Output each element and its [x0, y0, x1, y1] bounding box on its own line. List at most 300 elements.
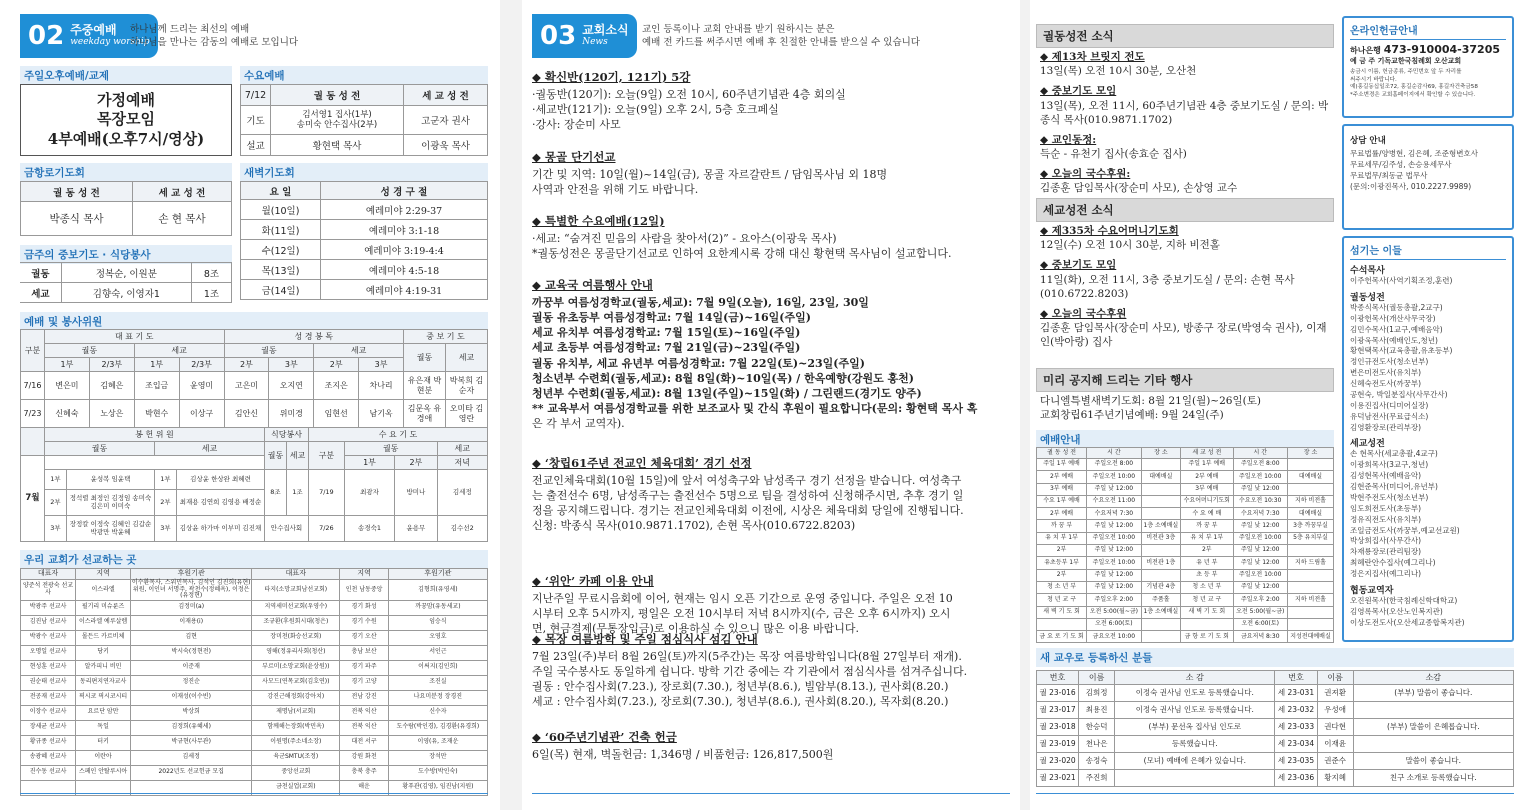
news-item-line: 까꿍부 여름성경학교(궐동,세교): 7월 9일(오늘), 16일, 23일, 30일	[532, 295, 869, 309]
mission-cell: 이장수 선교사	[21, 705, 76, 720]
guide-cell: 3층 까꿍부실	[1288, 520, 1334, 532]
mission-row	[21, 765, 488, 780]
campus-head: 궐동	[344, 442, 437, 456]
campus-news-text: 11일(화), 오전 11시, 3층 중보기도실 / 문의: 손현 목사(010.6722.8203)	[1040, 273, 1295, 300]
reg-cell: 등록했습니다.	[1115, 736, 1275, 753]
guide-cell: 유 년 부	[1181, 557, 1233, 569]
mission-cell: 정진순	[131, 675, 252, 690]
cell-name: 이상구	[179, 400, 224, 428]
staff-group-label: 수석목사	[1350, 266, 1385, 276]
campus-label: 세교	[20, 283, 61, 303]
offering-part: 1부	[155, 470, 177, 490]
reg-row	[1037, 685, 1514, 702]
event-line: 교회창립61주년기념예배: 9월 24일(주)	[1040, 409, 1224, 422]
staff-line: 이광희목사(3교구,청년)	[1350, 460, 1429, 470]
sunday-line: 가정예배	[97, 90, 155, 109]
counseling-title: 상담 안내	[1350, 136, 1386, 146]
group-head: 중 보 기 도	[404, 330, 488, 344]
mission-cell: 2022년도 선교헌금 모집	[131, 765, 252, 780]
cell-name: 김혜은	[89, 372, 134, 400]
mission-cell: 김진남 선교사	[21, 615, 76, 630]
guide-cell: 주일 낮 12:00	[1233, 581, 1288, 593]
news-item-line: 궐동 유치부, 세교 유년부 여름성경학교: 7월 22일(토)~23일(주일)	[532, 356, 865, 370]
guide-cell: 청 년 교 구	[1037, 594, 1087, 606]
dawn-day: 화(11일)	[241, 220, 321, 240]
news-item-line: 7월 23일(주)부터 8월 26일(토)까지(5주간)는 목장 여름방학입니다(8월 27일부터 재개).	[532, 649, 962, 663]
meal-team: 1조	[287, 470, 309, 516]
mission-cell: 중앙선교회	[252, 765, 340, 780]
mission-row	[21, 600, 488, 615]
mission-row	[21, 675, 488, 690]
section-number: 02	[28, 21, 65, 51]
reg-cell: 친구 소개로 등록했습니다.	[1353, 770, 1513, 787]
wed-col-head: 세 교 성 전	[404, 85, 488, 106]
guide-cell: 수 요 예 배	[1181, 508, 1233, 520]
mission-cell: 사모드(연목교회(김호연))	[252, 675, 340, 690]
mission-cell: 터키	[76, 735, 131, 750]
counsel-line: (문의:이광진목사, 010.2227.9989)	[1350, 181, 1472, 191]
mission-cell: 조규환(후원회시대(청은)	[252, 615, 340, 630]
guide-cell: 새 벽 기 도 회	[1037, 606, 1087, 618]
worship-guide-heading: 예배안내	[1036, 430, 1334, 449]
staff-line: 공현숙, 박일분집사(사무간사)	[1350, 389, 1448, 399]
campus-news-text: 13일(목) 오전 10시 30분, 오산천	[1040, 65, 1197, 78]
mission-row	[21, 630, 488, 645]
guide-cell	[1288, 569, 1334, 581]
guide-cell: 주일 낮 12:00	[1087, 569, 1142, 581]
guide-cell	[1141, 631, 1181, 643]
mission-cell: 동리편지연자교사	[76, 675, 131, 690]
mission-cell: 경기 고양	[340, 675, 388, 690]
mission-cell: 육군SMTU(조정)	[252, 750, 340, 765]
dawn-col-head: 성 경 구 절	[321, 182, 488, 200]
sunday-line: 목장모임	[97, 110, 155, 129]
news-item-line: 신청: 박종식 목사(010.9871.1702), 손현 목사(010.6722.8203)	[532, 519, 856, 533]
guide-cell: 지하 비전홀	[1288, 594, 1334, 606]
mission-cell: 부르미(소망교회(윤상원))	[252, 660, 340, 675]
mission-cell: 전북 익산	[340, 720, 388, 735]
dawn-day: 월(10일)	[241, 200, 321, 220]
counseling-box	[1342, 124, 1514, 230]
campus-head: 궐동	[45, 344, 135, 358]
part-head: 1부	[134, 358, 179, 372]
news-item	[532, 214, 1010, 261]
gwoldong-news-list	[1040, 50, 1336, 202]
mission-cell: 장세균 선교사	[21, 720, 76, 735]
guide-cell: 청 소 년 부	[1037, 581, 1087, 593]
guide-cell: 3부 예배	[1037, 483, 1087, 495]
guide-cell: 오전 6:00(토)	[1233, 618, 1288, 630]
guide-cell	[1288, 545, 1334, 557]
cell-name: 박현수	[134, 400, 179, 428]
church-news-page	[522, 0, 1020, 810]
dawn-verse: 예레미야 4:5-18	[321, 260, 488, 280]
wed-prayer-name: 김세정	[437, 470, 487, 516]
campus-news-page	[1030, 0, 1522, 810]
staff-line: 박현주전도사(청소년부)	[1350, 492, 1429, 502]
wed-prayer: 김서영1 집사(1부)	[302, 109, 372, 120]
guide-cell	[1141, 483, 1181, 495]
staff-group-label: 궐동성전	[1350, 292, 1385, 303]
mission-cell: 영해(정유리사회(청산)	[252, 645, 340, 660]
wed-prayer-name: 최광자	[344, 470, 394, 516]
mission-cell: 김세정	[131, 750, 252, 765]
dawn-col-head: 요 일	[241, 182, 321, 200]
reg-cell: 세 23-032	[1275, 702, 1317, 719]
mission-heading: 우리 교회가 선교하는 곳	[20, 550, 488, 569]
part-head: 3부	[269, 358, 314, 372]
mission-cell: 장미천(화승선교회)	[252, 630, 340, 645]
mission-cell: 이준재	[131, 660, 252, 675]
wed-row-label: 기도	[241, 106, 271, 135]
staff-line: 이광헌목사(개산사무국장)	[1350, 313, 1436, 323]
dawn-heading: 새벽기도회	[240, 163, 488, 182]
new-members-heading: 새 교우로 등록하신 분들	[1036, 648, 1514, 667]
friday-col-head: 세 교 성 전	[132, 182, 231, 202]
wed-col-head: 궐 동 성 전	[271, 85, 404, 106]
page-gutter	[500, 0, 522, 810]
mission-cell: 이영(유, 조재운	[388, 735, 487, 750]
wed-prayer-name: 윤용무	[395, 516, 437, 542]
account-owner: 예 금 주 기독교한국침례회 오산교회	[1350, 57, 1462, 65]
news-item-line: 궐동 유초등부 여름성경학교: 7월 14일(금)~16일(주일)	[532, 311, 811, 325]
mission-cell: 당키	[76, 645, 131, 660]
staff-line: 유덕남전사(무료급식소)	[1350, 411, 1429, 421]
mission-cell: 오영호	[388, 630, 487, 645]
reg-cell: 송정숙	[1079, 753, 1115, 770]
mission-row	[21, 750, 488, 765]
section-subtitle: weekday worship	[70, 36, 150, 47]
section-number: 03	[540, 21, 577, 51]
mission-cell: 김형희(유영세)	[388, 580, 487, 601]
group-head: 식당봉사	[265, 428, 309, 442]
reg-cell: (부부) 말씀이 좋습니다.	[1353, 685, 1513, 702]
mission-cell: 권순태 선교사	[21, 675, 76, 690]
guide-cell: 비전관 1층	[1141, 557, 1181, 569]
staff-line: 김성현목사(예배음악)	[1350, 471, 1422, 481]
campus-news-title: ◆ 중보기도 모임	[1040, 259, 1117, 272]
staff-line: 김영록목사(오산노인복지관)	[1350, 606, 1443, 616]
guide-cell: 금요오전 10:00	[1087, 631, 1142, 643]
section-description	[642, 24, 920, 50]
reg-cell: 궐 23-017	[1037, 702, 1079, 719]
guide-cell: 오전 5:00(월~금)	[1087, 606, 1142, 618]
offering-names: 김상윤 하가마 이부미 김진채	[177, 516, 265, 542]
mission-cell: 황푸관(김영), 임진남(지원)	[388, 780, 487, 795]
news-item	[532, 278, 1010, 431]
guide-cell: 까 꿍 부	[1037, 520, 1087, 532]
mission-cell: 충남 보산	[340, 645, 388, 660]
segyo-news-heading: 세교성전 소식	[1036, 198, 1334, 222]
cell-name: 위미경	[269, 400, 314, 428]
offering-note: 예)홍길동십일조72, 홍길순감사69, 홍길자건축금58	[1350, 84, 1478, 91]
mission-cell: 경기 수원	[340, 615, 388, 630]
page-footer-rule	[1036, 793, 1514, 794]
guide-cell: 주일 낮 12:00	[1087, 520, 1142, 532]
news-item-line: 시부터 오후 5시까지, 평일은 오전 10시부터 저녁 8시까지(수, 금은 오후 6시까지) 오시	[532, 607, 951, 621]
col-head: 구분	[309, 442, 345, 470]
reg-cell: 궐 23-020	[1037, 753, 1079, 770]
news-item-line: ** 교육부서 여름성경학교를 위한 보조교사 및 간식 후원이 필요합니다(문의: 황현택 목사 혹	[532, 402, 978, 416]
guide-cell: 대예배실	[1288, 471, 1334, 483]
reg-head-row	[1037, 671, 1514, 685]
guide-cell	[1037, 618, 1087, 630]
guide-cell	[1141, 569, 1181, 581]
guide-cell: 주일오전 8:00	[1233, 459, 1288, 471]
mission-cell: 황규종 선교사	[21, 735, 76, 750]
mission-cell: 대전 서구	[340, 735, 388, 750]
mission-cell: 경기 파주	[340, 660, 388, 675]
campus-news-text: 12일(수) 오전 10시 30분, 지하 비전홀	[1040, 239, 1220, 252]
guide-cell: 주일오후 2:00	[1233, 594, 1288, 606]
mission-cell: 조진실	[388, 675, 487, 690]
staff-line: 최혜란안수집사(예그리나)	[1350, 558, 1436, 568]
event-line: 다니엘특별새벽기도회: 8월 21일(월)~26일(토)	[1040, 395, 1261, 407]
campus-head: 세교	[287, 442, 309, 470]
sunday-line: 4부예배(오후7시/영상)	[47, 129, 205, 148]
reg-cell: 주진희	[1079, 770, 1115, 787]
mission-col-head: 지역	[340, 569, 388, 580]
mission-cell: 전남 강진	[340, 690, 388, 705]
mission-cell: 현성훈 선교사	[21, 660, 76, 675]
staff-box	[1342, 236, 1514, 642]
reg-cell: 김희정	[1079, 685, 1115, 702]
guide-cell: 대예배실	[1288, 508, 1334, 520]
guide-row	[1037, 557, 1334, 569]
section-subtitle: News	[582, 36, 608, 47]
mission-cell: 금천실업(교회)	[252, 780, 340, 795]
news-item-line: 궐동 : 안수집사회(7.23.), 장로회(7.30.), 청년부(8.6.), 빌암부(8.13.), 권사회(8.20.)	[532, 680, 949, 694]
staff-line: 박상희집사(사무간사)	[1350, 536, 1422, 546]
desc-line: 예배 전 카드를 써주시면 예배 후 친절한 안내를 받으실 수 있습니다	[642, 36, 920, 48]
campus-news-item	[1040, 258, 1336, 301]
guide-cell: 5층 유치부실	[1288, 532, 1334, 544]
staff-line: 오진원목사(한국침례신학대학교)	[1350, 595, 1458, 605]
news-item-title: ◆ ‘창립61주년 전교인 체육대회’ 경기 선정	[532, 456, 752, 470]
reg-cell: 한승덕	[1079, 719, 1115, 736]
campus-head: 궐동	[224, 344, 314, 358]
reg-cell	[1115, 770, 1275, 787]
meal-team: 안수집사회	[265, 516, 309, 542]
news-item-line: 세교 : 안수집사회(7.23.), 장로회(7.30.), 청년부(8.6.), 권사회(8.20.), 목자회(8.20.)	[532, 695, 949, 709]
campus-news-title: ◆ 오늘의 국수후원	[1040, 307, 1127, 320]
campus-label: 궐동	[20, 263, 61, 283]
col-head: 구분	[21, 330, 45, 372]
guide-cell: 2부 예배	[1037, 471, 1087, 483]
guide-cell: 주일 낮 12:00	[1233, 557, 1288, 569]
campus-news-text: 13일(목), 오전 11시, 60주년기념관 4층 중보기도실 / 문의: 박종식 목사(010.9871.1702)	[1040, 99, 1329, 126]
mission-cell: 이수환목사, 스위민목사, 김석인 김진희(유현)위원, 이인녀 서명주, 곽천수(정혜옥), 이정은(유정현)	[131, 579, 251, 600]
mission-cell: 전북 익산	[340, 705, 388, 720]
weekday-worship-page	[0, 0, 500, 810]
counsel-line: 무료세무/김주성, 손승용세무사	[1350, 159, 1452, 169]
reg-row	[1037, 770, 1514, 787]
friday-table	[20, 181, 232, 236]
staff-line: 임도희전도사(초등부)	[1350, 503, 1422, 513]
campus-head: 세교	[134, 344, 224, 358]
guide-cell: 금 항 로 기 도 회	[1181, 631, 1233, 643]
account-number: 473-910004-37205	[1383, 43, 1501, 56]
campus-head: 세교	[437, 442, 487, 456]
guide-cell	[1288, 483, 1334, 495]
other-events-list	[1040, 394, 1336, 422]
guide-cell: 까 꿍 부	[1181, 520, 1233, 532]
guide-cell	[1141, 495, 1181, 507]
month-label: 7월	[21, 456, 45, 542]
mission-cell: 장석만	[388, 750, 487, 765]
guide-cell: 수요오전 11:00	[1087, 495, 1142, 507]
guide-col-head: 시 간	[1233, 448, 1288, 459]
campus-news-title: ◆ 중보기도 모임	[1040, 85, 1117, 98]
staff-title: 섬기는 이들	[1350, 242, 1506, 260]
section-badge	[532, 14, 637, 58]
part-head: 2부	[395, 456, 437, 470]
dawn-verse: 예레미야 4:19-31	[321, 280, 488, 300]
guide-cell: 주일 낮 12:00	[1087, 545, 1142, 557]
mission-cell: 박상희	[131, 705, 252, 720]
part-head: 3부	[359, 358, 404, 372]
news-item-line: 주일 국수봉사도 동일하게 쉽니다. 방학 기간 중에는 각 기관에서 점심식사를 섬겨주십니다.	[532, 665, 968, 679]
guide-cell: 새 벽 기 도 회	[1181, 606, 1233, 618]
mission-row	[21, 660, 488, 675]
page-footer-rule	[20, 793, 488, 794]
staff-line: 이용진집사(디미어실장)	[1350, 400, 1429, 410]
news-item-line: 정을 공지해드립니다. 경기는 전교인체육대회 이전에, 시상은 체육대회 당일에 진행됩니다.	[532, 504, 964, 518]
news-item-title: ◆ ‘위안’ 카페 이용 안내	[532, 574, 654, 588]
campus-news-item	[1040, 84, 1336, 127]
guide-cell	[1141, 545, 1181, 557]
guide-col-head: 장 소	[1288, 448, 1334, 459]
dawn-table	[240, 181, 488, 300]
reg-col-head: 번호	[1275, 671, 1317, 685]
mission-col-head: 후원기관	[388, 569, 487, 580]
cell-name: 남기옥	[359, 400, 404, 428]
meal-team: 8조	[265, 470, 287, 516]
guide-cell: 수요어머니기도회	[1181, 495, 1233, 507]
mission-cell: 스페인 안탈루시아	[76, 765, 131, 780]
mission-cell: 필기리 미슈룬즈	[76, 600, 131, 615]
news-item-line: 청년부 수련회(궐동,세교): 8월 13일(주일)~15일(화) / 그린랜드(경기도 양주)	[532, 386, 922, 400]
campus-news-title: ◆ 오늘의 국수후원:	[1040, 168, 1131, 181]
staff-line: 정유직전도사(유치부)	[1350, 514, 1422, 524]
reg-cell: 권다현	[1317, 719, 1353, 736]
online-offering-title: 온라인헌금안내	[1350, 22, 1506, 40]
news-item-line: 세교 유치부 여름성경학교: 7월 15일(토)~16일(주일)	[532, 326, 801, 340]
cell-name: 신혜숙	[45, 400, 90, 428]
offering-part: 3부	[155, 516, 177, 542]
offering-part: 2부	[45, 490, 67, 516]
news-item-line: *궐동성전은 몽골단기선교로 인하여 요한계시록 강해 대신 황현택 목사님이 설교합니다.	[532, 247, 952, 261]
wed-prayer: 고군자 권사	[404, 106, 488, 135]
offering-note: 써주시기 바랍니다.	[1350, 76, 1397, 83]
staff-group-label: 세교성전	[1350, 439, 1385, 450]
guide-cell: 지하 비전홀	[1288, 495, 1334, 507]
part-head: 저녁	[437, 456, 487, 470]
reg-cell: 궐 23-016	[1037, 685, 1079, 702]
mission-cell: 오명일 선교사	[21, 645, 76, 660]
guide-cell: 주일 낮 12:00	[1233, 545, 1288, 557]
guide-cell: 1층 소예배실	[1141, 520, 1181, 532]
guide-cell: 주일오전 10:00	[1233, 532, 1288, 544]
wed-prayer: 송미숙 안수집사(2부)	[296, 119, 378, 130]
wed-prayer-date: 7/19	[309, 470, 345, 516]
guide-cell	[1288, 459, 1334, 471]
guide-cell: 유초등부 1부	[1037, 557, 1087, 569]
reg-cell: 세 23-034	[1275, 736, 1317, 753]
cell-name: 임현선	[314, 400, 359, 428]
mission-cell: 박규현(사무관)	[131, 735, 252, 750]
guide-row	[1037, 594, 1334, 606]
campus-news-item	[1040, 133, 1336, 161]
news-item-line: 지난주일 무료시음회에 이어, 현재는 임시 오픈 기간으로 운영 중입니다. 주일은 오전 10	[532, 591, 953, 605]
cell-name: 차나리	[359, 372, 404, 400]
wed-row-label: 설교	[241, 134, 271, 155]
reg-row	[1037, 753, 1514, 770]
guide-cell: 2부	[1037, 545, 1087, 557]
intercession-heading: 금주의 중보기도 · 식당봉사	[20, 245, 232, 264]
offering-part: 3부	[45, 516, 67, 542]
counsel-line: 무료법률/양병현, 김은혜, 조준형변호사	[1350, 149, 1478, 158]
mission-cell: 양준석 전광숙 선교사	[21, 580, 76, 601]
offering-names: 윤성복 임윤택	[67, 470, 155, 490]
offering-note: 송금시 이름, 헌금종류, 주민번호 앞 두 자리를	[1350, 69, 1462, 75]
mission-cell: 이재용(i)	[131, 615, 252, 630]
guide-col-head: 궐 동 성 전	[1037, 448, 1087, 459]
wed-preacher: 이광욱 목사	[404, 134, 488, 155]
mission-cell: 박시숙(정현전)	[131, 645, 252, 660]
campus-news-text: 김종훈 담임목사(장순미 사모), 방종구 장로(박영숙 권사), 이재인(박아랑) 집사	[1040, 322, 1327, 349]
staff-line: 조일금전도사(까꿍부,예교선교원)	[1350, 525, 1460, 535]
mission-row	[21, 735, 488, 750]
reg-cell: 궐 23-021	[1037, 770, 1079, 787]
offering-names: 최재용 김연희 김영용 배정순	[177, 490, 265, 516]
guide-cell: 주일 낮 12:00	[1087, 581, 1142, 593]
news-item-line: 사역과 안전을 위해 기도 바랍니다.	[532, 183, 699, 197]
guide-cell: 청 소 년 부	[1181, 581, 1233, 593]
staff-line: 김민수목사(1교구,예배음악)	[1350, 324, 1443, 334]
campus-head: 궐동	[45, 442, 155, 456]
guide-cell: 주일오전 8:00	[1087, 459, 1142, 471]
campus-head: 세교	[446, 344, 488, 372]
guide-row	[1037, 606, 1334, 618]
guide-cell: 주일 낮 12:00	[1233, 483, 1288, 495]
cell-name: 변은미	[45, 372, 90, 400]
guide-cell: 청 년 교 구	[1181, 594, 1233, 606]
sunday-afternoon-box	[20, 84, 232, 156]
guide-cell: 금요저녁 8:30	[1233, 631, 1288, 643]
guide-row	[1037, 569, 1334, 581]
guide-cell	[1141, 459, 1181, 471]
guide-cell: 오전 6:00(토)	[1087, 618, 1142, 630]
mission-cell: 타지(소망교회남선교회)	[252, 580, 340, 601]
reg-cell: (모녀) 예배에 은혜가 있습니다.	[1115, 753, 1275, 770]
reg-cell: 궐 23-018	[1037, 719, 1079, 736]
dawn-day: 수(12일)	[241, 240, 321, 260]
news-item-line: 면, 현금결제(무통장입금)로 이용하실 수 있으니 많은 이용 바랍니다.	[532, 622, 859, 636]
worship-guide-table	[1036, 447, 1334, 643]
campus-head: 궐동	[265, 442, 287, 470]
part-head: 2/3부	[89, 358, 134, 372]
mission-row	[21, 615, 488, 630]
cell-name: 김문옥 유경애	[404, 400, 446, 428]
guide-cell: 2부	[1037, 569, 1087, 581]
mission-col-head: 대표자	[252, 569, 340, 580]
staff-line: 정은지집사(예그리나)	[1350, 569, 1422, 578]
reg-cell: (부부) 문선옥 집사님 인도로	[1115, 719, 1275, 736]
news-item-line: ·궐동반(120기): 오늘(9일) 오전 10시, 60주년기념관 4층 회의실	[532, 87, 846, 101]
guide-row	[1037, 471, 1334, 483]
mission-cell: 요르단 암만	[76, 705, 131, 720]
